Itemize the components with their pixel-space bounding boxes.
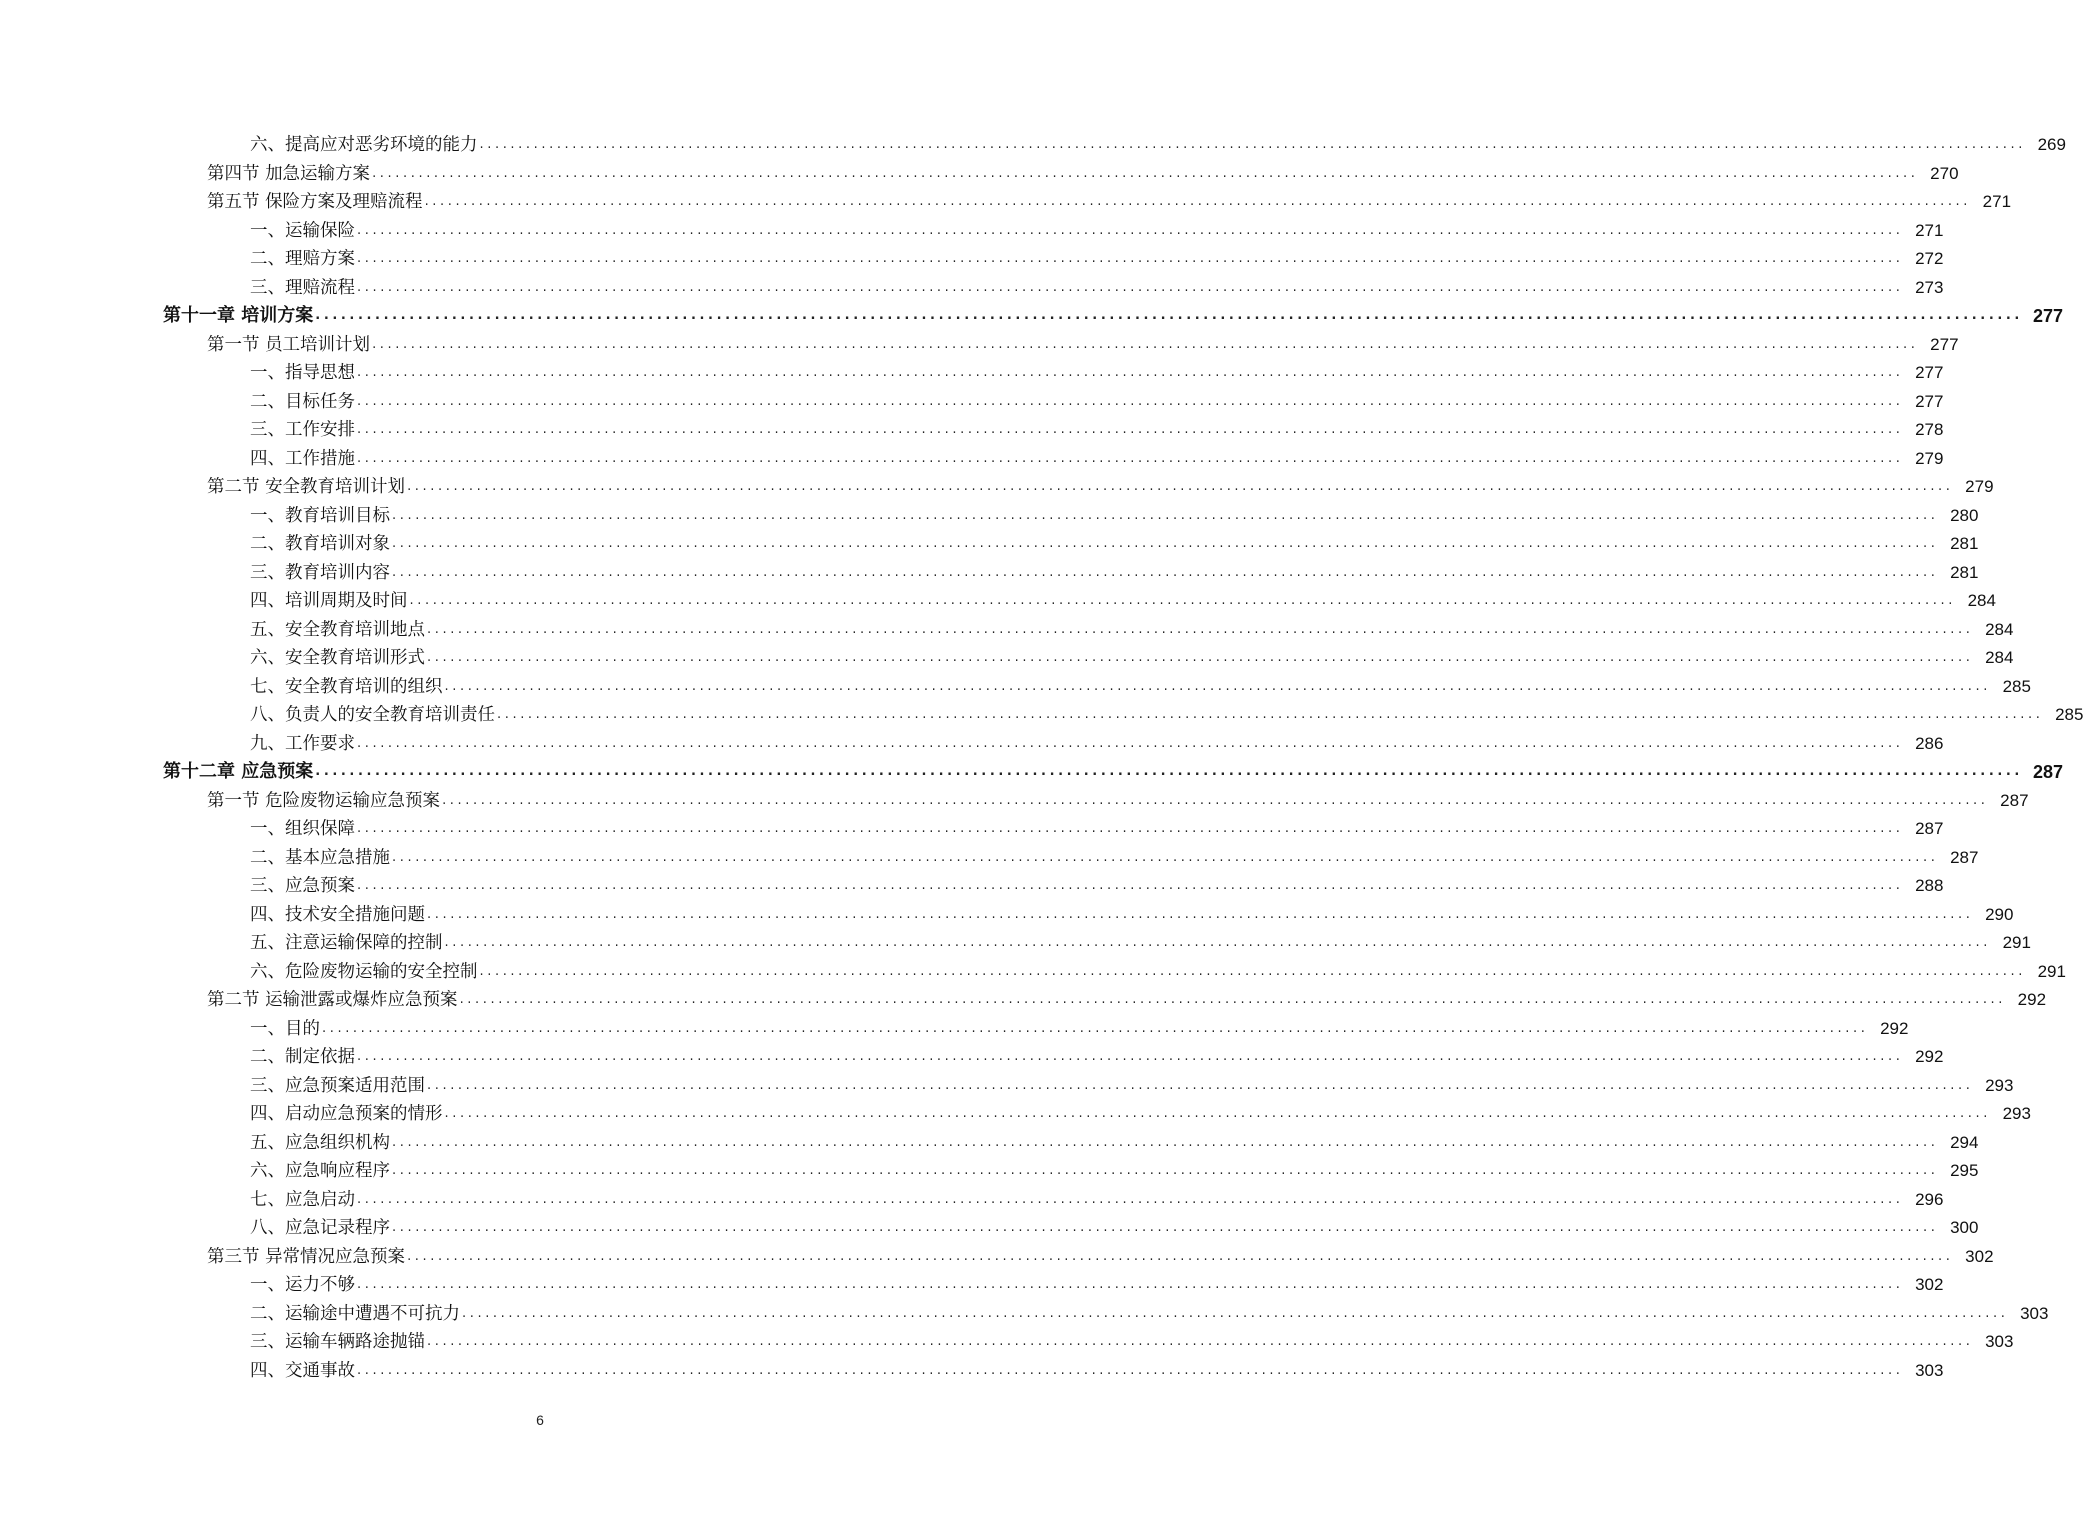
toc-page-number: 279 [1915, 448, 1944, 468]
toc-subsection-entry[interactable] [0, 1157, 1979, 1186]
toc-subsection-entry[interactable] [0, 1328, 2014, 1357]
toc-page-number: 279 [1965, 477, 1994, 496]
toc-dot-leader: ........................................................................................................................................................................................................ [424, 194, 1972, 209]
toc-page-number: 300 [1950, 1218, 1979, 1237]
toc-entry-title: 八、负责人的安全教育培训责任 [250, 705, 495, 725]
toc-subsection-entry[interactable] [0, 1186, 1944, 1215]
toc-page-number: 302 [1915, 1275, 1944, 1294]
toc-dot-leader: ........................................................................................................................................................................................................ [427, 1334, 1974, 1349]
toc-dot-leader: ........................................................................................................................................................................................................ [392, 1220, 1939, 1235]
toc-page-number: 270 [1930, 163, 1959, 183]
toc-page-number: 277 [1930, 334, 1959, 354]
toc-page-number: 284 [1985, 648, 2014, 667]
toc-dot-leader: ........................................................................................................................................................................................................ [357, 365, 1904, 380]
page-number: 6 [536, 1412, 544, 1428]
toc-dot-leader: ........................................................................................................................................................................................................ [357, 878, 1904, 893]
toc-entry-title: 四、培训周期及时间 [250, 591, 408, 611]
toc-entry-title: 第十一章 培训方案 [163, 305, 314, 326]
toc-entry-title: 第四节 加急运输方案 [207, 163, 371, 184]
toc-page-number: 287 [1950, 847, 1979, 867]
toc-dot-leader: ........................................................................................................................................................................................................ [462, 1305, 2009, 1321]
toc-subsection-entry[interactable] [0, 1043, 1944, 1072]
toc-section-entry[interactable] [0, 787, 2029, 816]
toc-subsection-entry[interactable] [0, 502, 1979, 531]
toc-section-entry[interactable] [0, 188, 2012, 217]
toc-subsection-entry[interactable] [0, 388, 1944, 417]
toc-entry-title: 一、组织保障 [250, 819, 355, 839]
toc-page-number: 291 [2037, 961, 2066, 981]
toc-entry-title: 第三节 异常情况应急预案 [207, 1246, 406, 1267]
toc-dot-leader: ........................................................................................................................................................................................................ [315, 764, 2023, 779]
toc-dot-leader: ........................................................................................................................................................................................................ [427, 621, 1974, 637]
toc-dot-leader: ........................................................................................................................................................................................................ [392, 536, 1939, 551]
table-of-contents [0, 131, 2083, 1385]
toc-dot-leader: ........................................................................................................................................................................................................ [315, 308, 2023, 323]
toc-chapter-entry[interactable] [0, 302, 2063, 331]
toc-subsection-entry[interactable] [0, 445, 1944, 474]
toc-page-number: 287 [1915, 819, 1944, 838]
toc-subsection-entry[interactable] [0, 274, 1944, 303]
toc-dot-leader: ........................................................................................................................................................................................................ [392, 507, 1939, 523]
toc-entry-title: 七、应急启动 [250, 1189, 355, 1210]
toc-dot-leader: ........................................................................................................................................................................................................ [322, 1020, 1869, 1036]
toc-subsection-entry[interactable] [0, 929, 2031, 958]
toc-page-number: 287 [2000, 790, 2029, 810]
toc-entry-title: 五、安全教育培训地点 [250, 619, 425, 640]
toc-entry-title: 三、工作安排 [250, 420, 355, 440]
toc-subsection-entry[interactable] [0, 901, 2014, 930]
toc-entry-title: 二、基本应急措施 [250, 847, 390, 868]
toc-page-number: 295 [1950, 1161, 1979, 1180]
toc-dot-leader: ........................................................................................................................................................................................................ [357, 1362, 1904, 1378]
toc-subsection-entry[interactable] [0, 644, 2014, 673]
toc-chapter-entry[interactable] [0, 758, 2063, 787]
toc-entry-title: 一、指导思想 [250, 363, 355, 383]
toc-subsection-entry[interactable] [0, 872, 1944, 901]
toc-dot-leader: ........................................................................................................................................................................................................ [392, 1134, 1939, 1150]
toc-entry-title: 二、理赔方案 [250, 249, 355, 269]
toc-dot-leader: ........................................................................................................................................................................................................ [427, 1077, 1974, 1093]
toc-section-entry[interactable] [0, 331, 1959, 360]
toc-entry-title: 第一节 员工培训计划 [207, 334, 371, 355]
toc-subsection-entry[interactable] [0, 1214, 1979, 1243]
toc-page-number: 294 [1950, 1132, 1979, 1152]
toc-entry-title: 二、目标任务 [250, 391, 355, 412]
toc-section-entry[interactable] [0, 986, 2047, 1015]
toc-subsection-entry[interactable] [0, 131, 2066, 160]
toc-dot-leader: ........................................................................................................................................................................................................ [392, 564, 1939, 580]
toc-subsection-entry[interactable] [0, 359, 1944, 388]
toc-dot-leader: ........................................................................................................................................................................................................ [357, 1049, 1904, 1064]
toc-dot-leader: ........................................................................................................................................................................................................ [442, 792, 1989, 808]
toc-dot-leader: ........................................................................................................................................................................................................ [357, 422, 1904, 437]
toc-entry-title: 一、运输保险 [250, 220, 355, 241]
toc-subsection-entry[interactable] [0, 1100, 2031, 1129]
toc-entry-title: 四、工作措施 [250, 448, 355, 469]
toc-page-number: 293 [1985, 1075, 2014, 1095]
toc-subsection-entry[interactable] [0, 217, 1944, 246]
toc-dot-leader: ........................................................................................................................................................................................................ [357, 393, 1904, 409]
toc-dot-leader: ........................................................................................................................................................................................................ [357, 450, 1904, 466]
toc-page-number: 288 [1915, 876, 1944, 895]
toc-dot-leader: ........................................................................................................................................................................................................ [372, 165, 1919, 181]
toc-page-number: 269 [2037, 135, 2066, 154]
toc-page-number: 292 [1915, 1047, 1944, 1066]
toc-dot-leader: ........................................................................................................................................................................................................ [357, 1277, 1904, 1292]
toc-section-entry[interactable] [0, 160, 1959, 189]
toc-subsection-entry[interactable] [0, 815, 1944, 844]
toc-entry-title: 七、安全教育培训的组织 [250, 676, 443, 697]
toc-subsection-entry[interactable] [0, 416, 1944, 445]
toc-entry-title: 一、目的 [250, 1018, 320, 1039]
toc-entry-title: 五、注意运输保障的控制 [250, 933, 443, 953]
toc-entry-title: 一、运力不够 [250, 1275, 355, 1295]
toc-page-number: 280 [1950, 505, 1979, 525]
toc-page-number: 293 [2002, 1104, 2031, 1123]
toc-subsection-entry[interactable] [0, 844, 1979, 873]
toc-dot-leader: ........................................................................................................................................................................................................ [427, 906, 1974, 922]
toc-entry-title: 三、应急预案适用范围 [250, 1075, 425, 1096]
toc-entry-title: 一、教育培训目标 [250, 505, 390, 526]
toc-entry-title: 六、应急响应程序 [250, 1161, 390, 1181]
toc-entry-title: 三、教育培训内容 [250, 562, 390, 583]
toc-entry-title: 第五节 保险方案及理赔流程 [207, 192, 423, 212]
toc-page-number: 277 [2032, 306, 2063, 326]
toc-page-number: 277 [1915, 391, 1944, 411]
toc-subsection-entry[interactable] [0, 701, 2083, 730]
toc-entry-title: 三、应急预案 [250, 876, 355, 896]
toc-page-number: 281 [1950, 562, 1979, 582]
toc-entry-title: 四、交通事故 [250, 1360, 355, 1381]
toc-entry-title: 六、危险废物运输的安全控制 [250, 961, 478, 982]
toc-entry-title: 第一节 危险废物运输应急预案 [207, 790, 441, 811]
toc-page-number: 278 [1915, 420, 1944, 439]
toc-dot-leader: ........................................................................................................................................................................................................ [444, 935, 1991, 950]
toc-entry-title: 二、制定依据 [250, 1047, 355, 1067]
toc-dot-leader: ........................................................................................................................................................................................................ [357, 251, 1904, 266]
toc-dot-leader: ........................................................................................................................................................................................................ [372, 336, 1919, 352]
toc-dot-leader: ........................................................................................................................................................................................................ [392, 849, 1939, 865]
toc-dot-leader: ........................................................................................................................................................................................................ [427, 650, 1974, 665]
toc-subsection-entry[interactable] [0, 730, 1944, 759]
toc-page-number: 281 [1950, 534, 1979, 553]
toc-entry-title: 六、安全教育培训形式 [250, 648, 425, 668]
toc-page-number: 296 [1915, 1189, 1944, 1209]
toc-page-number: 292 [2017, 990, 2047, 1009]
toc-subsection-entry[interactable] [0, 1357, 1944, 1386]
toc-dot-leader: ........................................................................................................................................................................................................ [357, 821, 1904, 836]
toc-subsection-entry[interactable] [0, 530, 1979, 559]
toc-entry-title: 六、提高应对恶劣环境的能力 [250, 135, 478, 155]
toc-dot-leader: ........................................................................................................................................................................................................ [479, 137, 2026, 152]
toc-entry-title: 八、应急记录程序 [250, 1218, 390, 1238]
toc-dot-leader: ........................................................................................................................................................................................................ [357, 735, 1904, 751]
toc-dot-leader: ........................................................................................................................................................................................................ [357, 222, 1904, 238]
toc-subsection-entry[interactable] [0, 1129, 1979, 1158]
toc-page-number: 284 [1967, 591, 1996, 610]
toc-page-number: 285 [2002, 676, 2031, 696]
toc-dot-leader: ........................................................................................................................................................................................................ [497, 707, 2044, 722]
toc-entry-title: 三、理赔流程 [250, 277, 355, 298]
toc-dot-leader: ........................................................................................................................................................................................................ [444, 678, 1991, 694]
toc-page-number: 277 [1915, 363, 1944, 382]
toc-entry-title: 第二节 运输泄露或爆炸应急预案 [207, 990, 458, 1010]
toc-page-number: 286 [1915, 733, 1944, 753]
toc-subsection-entry[interactable] [0, 958, 2066, 987]
toc-dot-leader: ........................................................................................................................................................................................................ [392, 1163, 1939, 1178]
toc-dot-leader: ........................................................................................................................................................................................................ [459, 992, 2007, 1007]
toc-entry-title: 四、技术安全措施问题 [250, 904, 425, 925]
toc-page-number: 271 [1915, 220, 1944, 240]
toc-entry-title: 三、运输车辆路途抛锚 [250, 1332, 425, 1352]
toc-subsection-entry[interactable] [0, 1271, 1944, 1300]
toc-entry-title: 九、工作要求 [250, 733, 355, 754]
toc-page-number: 284 [1985, 619, 2014, 639]
toc-page-number: 303 [2020, 1303, 2049, 1323]
toc-section-entry[interactable] [0, 1243, 1994, 1272]
toc-dot-leader: ........................................................................................................................................................................................................ [444, 1106, 1991, 1121]
toc-subsection-entry[interactable] [0, 673, 2031, 702]
toc-page-number: 272 [1915, 249, 1944, 268]
toc-page-number: 290 [1985, 904, 2014, 924]
toc-subsection-entry[interactable] [0, 245, 1944, 274]
toc-page-number: 303 [1985, 1332, 2014, 1351]
toc-subsection-entry[interactable] [0, 1015, 1909, 1044]
toc-page-number: 292 [1880, 1018, 1909, 1038]
toc-dot-leader: ........................................................................................................................................................................................................ [407, 479, 1954, 494]
toc-page-number: 271 [1982, 192, 2012, 211]
toc-entry-title: 第十二章 应急预案 [163, 761, 314, 782]
toc-entry-title: 五、应急组织机构 [250, 1132, 390, 1153]
toc-dot-leader: ........................................................................................................................................................................................................ [357, 279, 1904, 295]
toc-section-entry[interactable] [0, 473, 1994, 502]
toc-dot-leader: ........................................................................................................................................................................................................ [407, 1248, 1954, 1264]
toc-subsection-entry[interactable] [0, 587, 1996, 616]
toc-dot-leader: ........................................................................................................................................................................................................ [357, 1191, 1904, 1207]
toc-subsection-entry[interactable] [0, 1300, 2049, 1329]
toc-page-number: 303 [1915, 1360, 1944, 1380]
toc-page-number: 302 [1965, 1246, 1994, 1266]
toc-entry-title: 第二节 安全教育培训计划 [207, 477, 406, 497]
toc-dot-leader: ........................................................................................................................................................................................................ [479, 963, 2026, 979]
toc-entry-title: 二、教育培训对象 [250, 534, 390, 554]
toc-page-number: 273 [1915, 277, 1944, 297]
toc-page-number: 291 [2002, 933, 2031, 952]
toc-entry-title: 四、启动应急预案的情形 [250, 1104, 443, 1124]
toc-subsection-entry[interactable] [0, 1072, 2014, 1101]
toc-subsection-entry[interactable] [0, 559, 1979, 588]
toc-subsection-entry[interactable] [0, 616, 2014, 645]
toc-page-number: 285 [2055, 705, 2083, 724]
toc-entry-title: 二、运输途中遭遇不可抗力 [250, 1303, 460, 1324]
toc-dot-leader: ........................................................................................................................................................................................................ [409, 593, 1956, 608]
toc-page-number: 287 [2032, 762, 2063, 782]
